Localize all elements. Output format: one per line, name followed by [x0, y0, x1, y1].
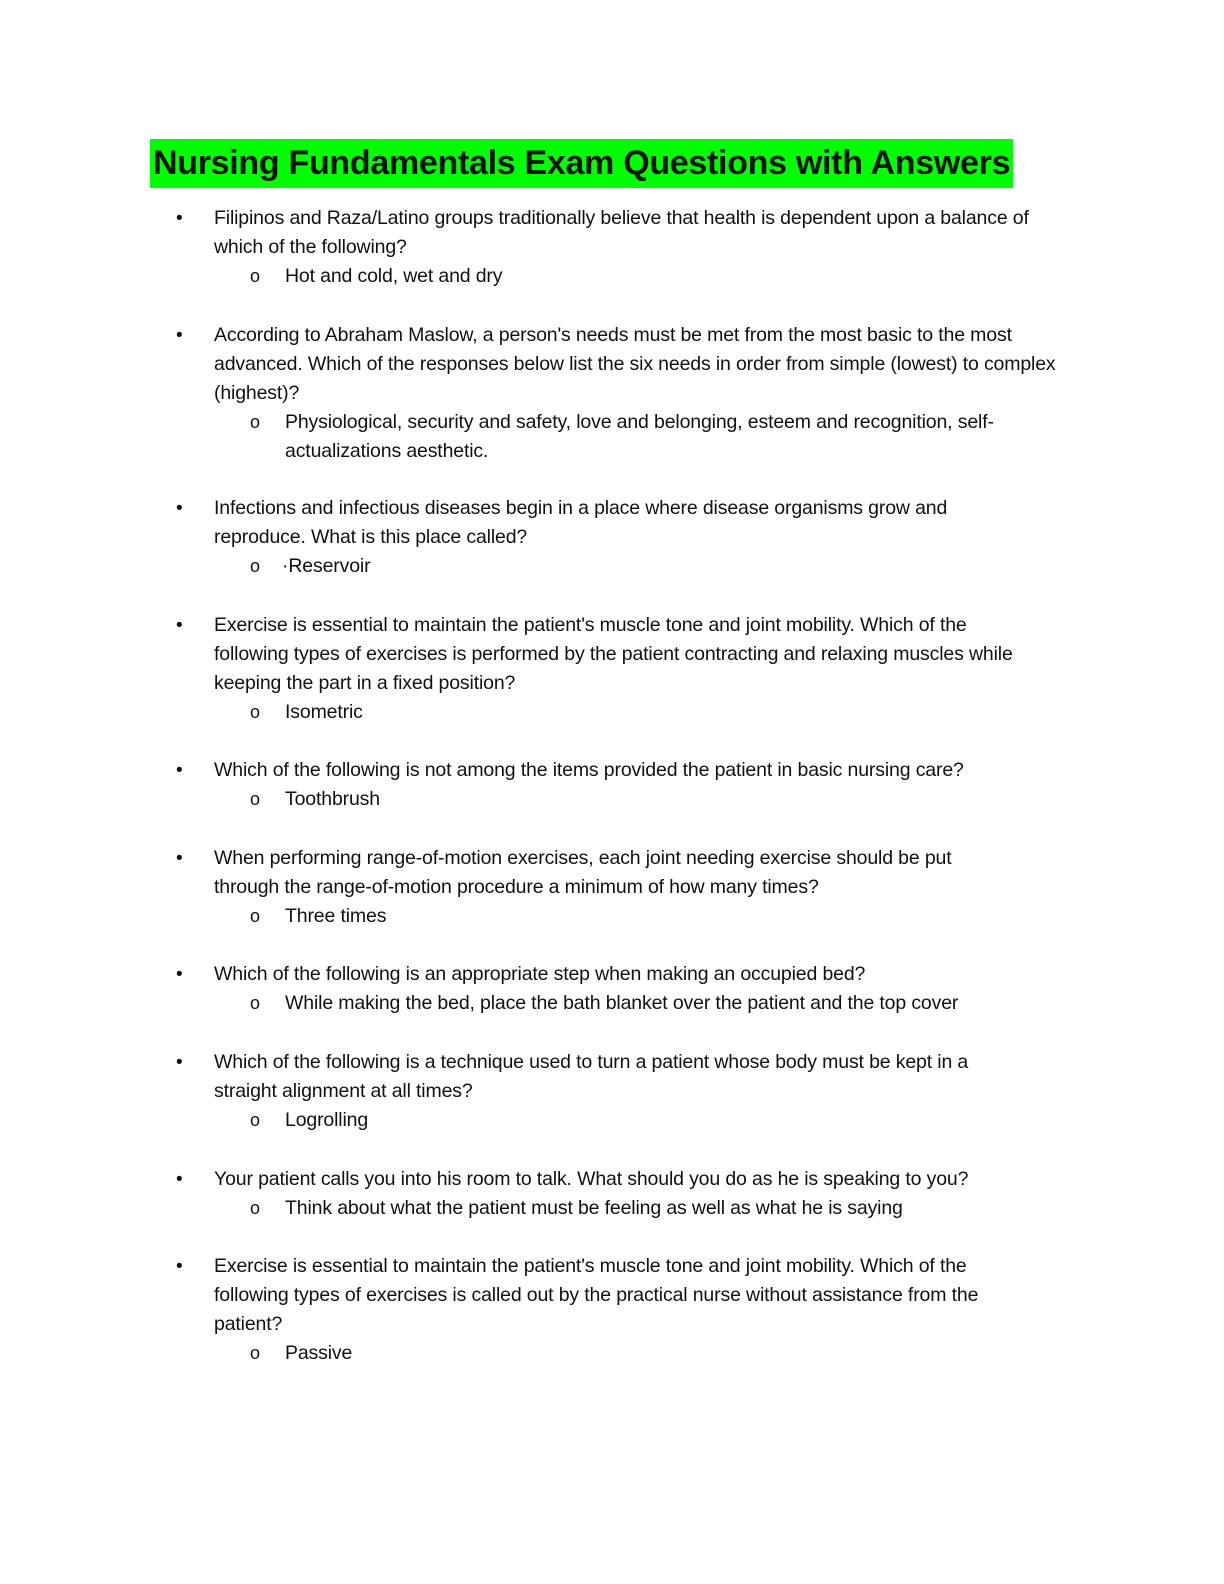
question-item — [176, 1048, 1056, 1135]
answer-item — [176, 408, 1056, 466]
question-item — [176, 611, 1056, 727]
question-text: Which of the following is an appropriate step when making an occupied bed? — [214, 963, 866, 985]
answer-item — [176, 785, 1056, 814]
answer-item — [176, 262, 1056, 291]
question-item — [176, 844, 1056, 931]
answer-item — [176, 1194, 1056, 1223]
question-text: According to Abraham Maslow, a person's needs must be met from the most basic to the most advanced. Which of the responses below list the six needs in order from simple (lowest) to complex (highest)? — [214, 324, 1056, 404]
bullet-icon: • — [176, 1169, 183, 1190]
answer-text: Toothbrush — [285, 788, 380, 810]
answer-text: Physiological, security and safety, love and belonging, esteem and recognition, self- actualizations aesthetic. — [285, 411, 994, 462]
question-item — [176, 1252, 1056, 1368]
answer-text: While making the bed, place the bath blanket over the patient and the top cover — [285, 992, 959, 1014]
answer-bullet-icon: o — [250, 789, 261, 809]
answer-text: Three times — [285, 905, 387, 927]
question-text: Exercise is essential to maintain the patient's muscle tone and joint mobility. Which of the following types of exercises is called out by the practical nurse without assistance from the patient? — [214, 1255, 979, 1335]
bullet-icon: • — [176, 1256, 183, 1277]
answer-bullet-icon: o — [250, 1343, 261, 1363]
answer-item — [176, 989, 1056, 1018]
bullet-icon: • — [176, 760, 183, 781]
bullet-icon: • — [176, 1052, 183, 1073]
answer-bullet-icon: o — [250, 702, 261, 722]
answer-item — [176, 1339, 1056, 1368]
answer-item — [176, 698, 1056, 727]
answer-text: Logrolling — [285, 1109, 369, 1131]
question-item — [176, 1165, 1056, 1223]
question-item — [176, 494, 1056, 581]
answer-item — [176, 552, 1056, 581]
question-item — [176, 756, 1056, 814]
answer-bullet-icon: o — [250, 1198, 261, 1218]
answer-bullet-icon: o — [250, 1110, 261, 1130]
answer-item — [176, 1106, 1056, 1135]
question-text: Filipinos and Raza/Latino groups traditionally believe that health is dependent upon a balance of which of the following? — [214, 207, 1029, 258]
question-text: Exercise is essential to maintain the patient's muscle tone and joint mobility. Which of the following types of exercises is performed by the patient contracting and relaxing muscles while keeping the part in a fixed position? — [214, 614, 1013, 694]
question-text: Your patient calls you into his room to talk. What should you do as he is speaking to you? — [214, 1168, 969, 1190]
bullet-icon: • — [176, 848, 183, 869]
answer-text: Hot and cold, wet and dry — [285, 265, 503, 287]
page-title: Nursing Fundamentals Exam Questions with Answers — [153, 144, 1011, 182]
bullet-icon: • — [176, 208, 183, 229]
answer-bullet-icon: o — [250, 412, 261, 432]
answer-text: Think about what the patient must be feeling as well as what he is saying — [285, 1197, 903, 1219]
question-text: Which of the following is not among the items provided the patient in basic nursing care? — [214, 759, 964, 781]
question-item — [176, 321, 1056, 466]
question-text: Which of the following is a technique used to turn a patient whose body must be kept in a straight alignment at all times? — [214, 1051, 969, 1102]
question-text: Infections and infectious diseases begin in a place where disease organisms grow and reproduce. What is this place called? — [214, 497, 948, 548]
bullet-icon: • — [176, 325, 183, 346]
question-item — [176, 204, 1056, 291]
answer-bullet-icon: o — [250, 266, 261, 286]
answer-bullet-icon: o — [250, 556, 261, 576]
question-text: When performing range-of-motion exercises, each joint needing exercise should be put through the range-of-motion procedure a minimum of how many times? — [214, 847, 952, 898]
answer-item — [176, 902, 1056, 931]
answer-bullet-icon: o — [250, 993, 261, 1013]
bullet-icon: • — [176, 964, 183, 985]
question-item — [176, 960, 1056, 1018]
bullet-icon: • — [176, 615, 183, 636]
answer-text: Passive — [285, 1342, 353, 1364]
bullet-icon: • — [176, 498, 183, 519]
answer-bullet-icon: o — [250, 906, 261, 926]
answer-text: Isometric — [285, 701, 363, 723]
answer-text: ·Reservoir — [282, 555, 371, 577]
